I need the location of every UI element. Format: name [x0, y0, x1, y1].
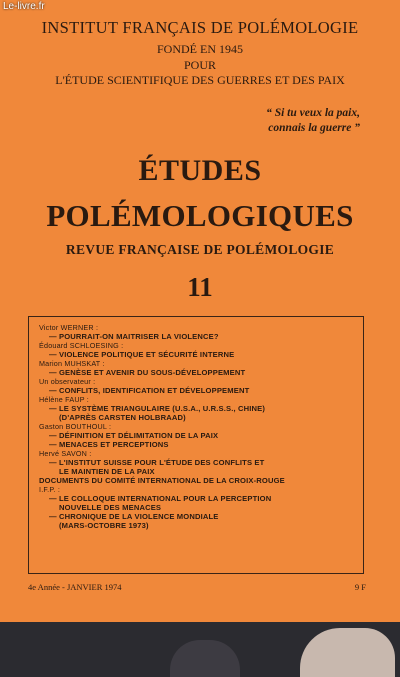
- purpose-line: L'ÉTUDE SCIENTIFIQUE DES GUERRES ET DES PAIX: [55, 73, 345, 87]
- author-name: Hélène FAUP :: [39, 395, 90, 404]
- article-title: — VIOLENCE POLITIQUE ET SÉCURITÉ INTERNE: [49, 350, 235, 359]
- contents-entry: [39, 323, 355, 341]
- contents-entry: [39, 449, 355, 476]
- article-title: — DÉFINITION ET DÉLIMITATION DE LA PAIX: [49, 431, 219, 440]
- contents-entry: [39, 377, 355, 395]
- journal-subtitle: REVUE FRANÇAISE DE POLÉMOLOGIE: [65, 242, 335, 257]
- article-title: — LE SYSTÈME TRIANGULAIRE (U.S.A., U.R.S.S., CHINE): [49, 404, 266, 413]
- founded-line: FONDÉ EN 1945: [157, 42, 243, 56]
- epigraph-quote: [266, 106, 360, 136]
- contents-entry: [39, 485, 355, 530]
- title-line-1: ÉTUDES: [138, 154, 262, 187]
- article-title: — LE COLLOQUE INTERNATIONAL POUR LA PERCEPTION: [49, 494, 272, 503]
- author-name: Victor WERNER :: [39, 323, 99, 332]
- price: 9 F: [354, 582, 366, 592]
- article-title: — CHRONIQUE DE LA VIOLENCE MONDIALE: [49, 512, 219, 521]
- article-title: — L'INSTITUT SUISSE POUR L'ÉTUDE DES CONFLITS ET: [49, 458, 265, 467]
- pour-line: POUR: [183, 58, 216, 72]
- article-title: — CONFLITS, IDENTIFICATION ET DÉVELOPPEMENT: [49, 386, 250, 395]
- institute-name: INSTITUT FRANÇAIS DE POLÉMOLOGIE: [41, 18, 359, 37]
- article-title-continued: (D'APRÈS CARSTEN HOLBRAAD): [59, 413, 186, 422]
- table-of-contents: [28, 316, 364, 574]
- contents-entry: [39, 422, 355, 449]
- issue-number: 11: [187, 272, 213, 302]
- article-title: DOCUMENTS DU COMITÉ INTERNATIONAL DE LA CROIX-ROUGE: [39, 476, 285, 485]
- article-title-continued: NOUVELLE DES MENACES: [59, 503, 162, 512]
- article-title: — POURRAIT-ON MAITRISER LA VIOLENCE?: [49, 332, 219, 341]
- author-name: Un observateur :: [39, 377, 96, 386]
- author-name: Gaston BOUTHOUL :: [39, 422, 112, 431]
- contents-entry: [39, 476, 355, 485]
- article-title: — MENACES ET PERCEPTIONS: [49, 440, 169, 449]
- watermark: Le-livre.fr: [3, 1, 45, 12]
- author-name: Édouard SCHLOESING :: [39, 341, 124, 350]
- contents-entry: [39, 341, 355, 359]
- issue-date: 4e Année - JANVIER 1974: [28, 582, 122, 592]
- author-name: Hervé SAVON :: [39, 449, 92, 458]
- author-name: Marion MUHSKAT :: [39, 359, 105, 368]
- article-title-continued: (MARS-OCTOBRE 1973): [59, 521, 149, 530]
- contents-entry: [39, 395, 355, 422]
- article-title-continued: LE MAINTIEN DE LA PAIX: [59, 467, 155, 476]
- author-name: I.F.P. :: [39, 485, 61, 494]
- quote-line-2: connais la guerre ”: [268, 122, 360, 134]
- quote-line-1: “ Si tu veux la paix,: [266, 107, 360, 119]
- title-line-2: POLÉMOLOGIQUES: [46, 198, 354, 233]
- contents-entry: [39, 359, 355, 377]
- article-title: — GENÈSE ET AVENIR DU SOUS-DÉVELOPPEMENT: [49, 368, 246, 377]
